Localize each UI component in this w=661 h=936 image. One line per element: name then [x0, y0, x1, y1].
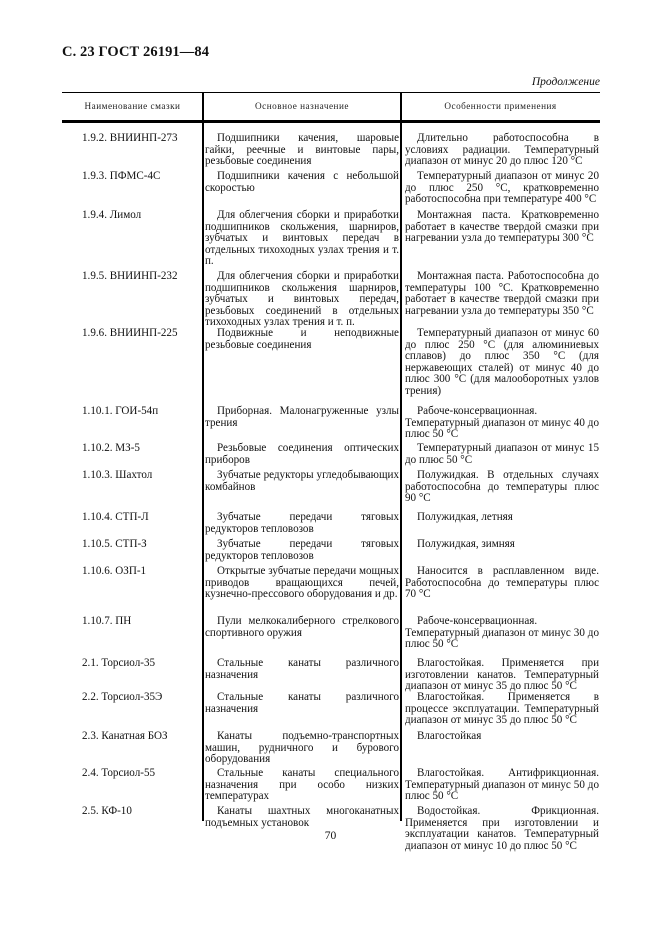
- lubricant-purpose: Пули мелкокалиберного стрелкового спортивного оружия: [205, 615, 399, 639]
- lubricant-purpose: Для облегчения сборки и приработки подшипников скольжения шарниров, зубчатых и винтовых передач, резьбовых соединений в отдельных тихоходных узлах трения и т. п.: [205, 270, 399, 329]
- lubricant-features: Полужидкая. В отдельных случаях работоспособна до температуры плюс 90 °С: [405, 469, 599, 505]
- page-header: С. 23 ГОСТ 26191—84: [62, 44, 210, 60]
- lubricant-name: 2.5. КФ-10: [82, 805, 132, 817]
- lubricant-features: Рабоче-консервационная. Температурный диапазон от минус 30 до плюс 50 °С: [405, 615, 599, 651]
- lubricant-name: 1.9.4. Лимол: [82, 209, 142, 221]
- lubricant-purpose: Зубчатые передачи тяговых редукторов тепловозов: [205, 511, 399, 535]
- lubricant-name: 2.3. Канатная БОЗ: [82, 730, 168, 742]
- lubricant-purpose: Подшипники качения, шаровые гайки, реечные и винтовые пары, резьбовые соединения: [205, 132, 399, 168]
- lubricants-table: [62, 92, 600, 852]
- column-header-name: Наименование смазки: [84, 101, 181, 111]
- lubricant-purpose: Стальные канаты различного назначения: [205, 657, 399, 681]
- lubricant-purpose: Подвижные и неподвижные резьбовые соединения: [205, 327, 399, 351]
- lubricant-features: Монтажная паста. Кратковременно работает в качестве твердой смазки при нагревании узла до температуры 300 °С: [405, 209, 599, 245]
- column-divider: [202, 92, 204, 821]
- lubricant-purpose: Зубчатые передачи тяговых редукторов тепловозов: [205, 538, 399, 562]
- lubricant-features: Наносится в расплавленном виде. Работоспособна до температуры плюс 70 °С: [405, 565, 599, 601]
- lubricant-purpose: Для облегчения сборки и приработки подшипников скольжения, шарниров, зубчатых и винтовых передач в отдельных тихоходных узлах трения и т. п.: [205, 209, 399, 268]
- lubricant-name: 1.10.1. ГОИ-54п: [82, 405, 159, 417]
- lubricant-name: 1.10.7. ПН: [82, 615, 132, 627]
- lubricant-name: 1.9.2. ВНИИНП-273: [82, 132, 178, 144]
- lubricant-purpose: Канаты подъемно-транспортных машин, рудничного и бурового оборудования: [205, 730, 399, 766]
- lubricant-features: Влагостойкая: [417, 730, 482, 742]
- lubricant-name: 1.10.6. ОЗП-1: [82, 565, 147, 577]
- lubricant-purpose: Стальные канаты различного назначения: [205, 691, 399, 715]
- lubricant-purpose: Подшипники качения с небольшой скоростью: [205, 170, 399, 194]
- lubricant-purpose: Резьбовые соединения оптических приборов: [205, 442, 399, 466]
- lubricant-features: Температурный диапазон от минус 15 до плюс 50 °С: [405, 442, 599, 466]
- lubricant-purpose: Приборная. Малонагруженные узлы трения: [205, 405, 399, 429]
- lubricant-name: 2.4. Торсиол-55: [82, 767, 156, 779]
- lubricant-name: 2.2. Торсиол-35Э: [82, 691, 163, 703]
- lubricant-name: 1.10.5. СТП-З: [82, 538, 147, 550]
- lubricant-name: 2.1. Торсиол-35: [82, 657, 156, 669]
- lubricant-name: 1.10.2. МЗ-5: [82, 442, 140, 454]
- continuation-label: Продолжение: [531, 76, 600, 88]
- lubricant-features: Монтажная паста. Работоспособна до температуры 100 °С. Кратковременно работает в качестве твердой смазки при нагревании узла до температуры 350 °С: [405, 270, 599, 317]
- column-divider: [400, 92, 402, 821]
- lubricant-name: 1.10.4. СТП-Л: [82, 511, 149, 523]
- lubricant-name: 1.10.3. Шахтол: [82, 469, 153, 481]
- page-number: 70: [324, 830, 337, 842]
- column-header-purpose: Основное назначение: [255, 101, 349, 111]
- lubricant-features: Длительно работоспособна в условиях радиации. Температурный диапазон от минус 20 до плюс 120 °С: [405, 132, 599, 168]
- column-header-features: Особенности применения: [444, 101, 557, 111]
- table-header: [62, 92, 600, 123]
- lubricant-purpose: Стальные канаты специального назначения при особо низких температурах: [205, 767, 399, 803]
- lubricant-name: 1.9.6. ВНИИНП-225: [82, 327, 178, 339]
- lubricant-features: Полужидкая, зимняя: [417, 538, 515, 550]
- lubricant-features: Полужидкая, летняя: [417, 511, 513, 523]
- lubricant-features: Температурный диапазон от минус 20 до плюс 250 °С, кратковременно работоспособна при температуре 400 °С: [405, 170, 599, 206]
- lubricant-features: Температурный диапазон от минус 60 до плюс 250 °С (для алюминиевых сплавов) до плюс 350 °С (для нержавеющих сталей) от минус 40 до плюс 300 °С (для малооборотных узлов трения): [405, 327, 599, 397]
- lubricant-features: Водостойкая. Фрикционная. Применяется при изготовлении и эксплуатации канатов. Температурный диапазон от минус 10 до плюс 50 °С: [405, 805, 599, 852]
- lubricant-purpose: Открытые зубчатые передачи мощных приводов вращающихся печей, кузнечно-прессового оборудования и др.: [205, 565, 399, 601]
- lubricant-features: Влагостойкая. Применяется в процессе эксплуатации. Температурный диапазон от минус 35 до плюс 50 °С: [405, 691, 599, 727]
- lubricant-purpose: Зубчатые редукторы угледобывающих комбайнов: [205, 469, 399, 493]
- lubricant-features: Влагостойкая. Антифрикционная. Температурный диапазон от минус 50 до плюс 50 °С: [405, 767, 599, 803]
- lubricant-features: Влагостойкая. Применяется при изготовлении канатов. Температурный диапазон от минус 35 до плюс 50 °С: [405, 657, 599, 693]
- lubricant-name: 1.9.5. ВНИИНП-232: [82, 270, 178, 282]
- lubricant-purpose: Канаты шахтных многоканатных подъемных установок: [205, 805, 399, 829]
- lubricant-name: 1.9.3. ПФМС-4С: [82, 170, 161, 182]
- lubricant-features: Рабоче-консервационная. Температурный диапазон от минус 40 до плюс 50 °С: [405, 405, 599, 441]
